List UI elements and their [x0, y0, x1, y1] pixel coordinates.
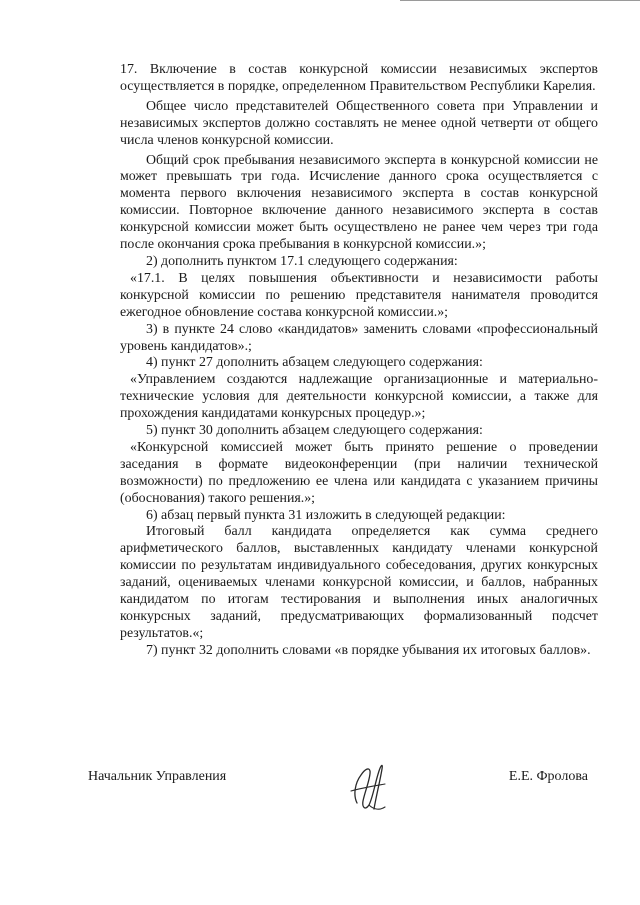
signatory-name: Е.Е. Фролова: [508, 769, 588, 784]
paragraph-management-conditions: «Управлением создаются надлежащие организационные и материально-технические условия для деятельности конкурсной комиссии, а также для прохождения кандидатами конкурсных процедур.»;: [120, 372, 598, 422]
signature-block: [88, 757, 600, 817]
paragraph-expert-term: Общий срок пребывания независимого эксперта в конкурсной комиссии не может превышать три года. Исчисление данного срока осуществляется с момента первого включения независимого эксперта в состав конкурсной комиссии. Повторное включение данного независимого эксперта в состав конкурсной комиссии может быть осуществлено не ранее чем через три года после окончания срока пребывания в конкурсной комиссии.»;: [120, 152, 598, 253]
paragraph-item-6: 6) абзац первый пункта 31 изложить в следующей редакции:: [146, 507, 506, 523]
paragraph-17: 17. Включение в состав конкурсной комиссии независимых экспертов осуществляется в порядке, определенном Правительством Республики Карелия.: [120, 62, 598, 94]
paragraph-public-council: Общее число представителей Общественного совета при Управлении и независимых экспертов должно составлять не менее одной четверти от общего числа членов конкурсной комиссии.: [120, 98, 598, 148]
top-edge-line: [400, 0, 640, 1]
paragraph-item-4: 4) пункт 27 дополнить абзацем следующего содержания:: [146, 355, 483, 371]
document-body: [120, 62, 598, 660]
signatory-title: Начальник Управления: [88, 769, 227, 784]
paragraph-item-3: 3) в пункте 24 слово «кандидатов» заменить словами «профессиональный уровень кандидатов».;: [120, 321, 598, 354]
paragraph-final-score: Итоговый балл кандидата определяется как сумма среднего арифметического баллов, выставленных кандидату членами конкурсной комиссии по результатам индивидуального собеседования, других конкурсных заданий, оцениваемых членами конкурсной комиссии, и баллов, набранных кандидатом по итогам тестирования и выполнения иных аналогичных конкурсных заданий, предусматривающих формализованный подсчет результатов.«;: [120, 524, 598, 641]
paragraph-item-7: 7) пункт 32 дополнить словами «в порядке убывания их итоговых баллов».: [146, 642, 591, 658]
paragraph-item-5: 5) пункт 30 дополнить абзацем следующего содержания:: [146, 423, 483, 439]
paragraph-videoconference: «Конкурсной комиссией может быть принято решение о проведении заседания в формате видеоконференции (при наличии технической возможности) по предложению ее члена или кандидата с указанием причины (обоснования) такого решения.»;: [120, 439, 598, 506]
handwritten-signature: [343, 757, 391, 817]
paragraph-item-2: 2) дополнить пунктом 17.1 следующего содержания:: [146, 253, 458, 269]
paragraph-17-1: «17.1. В целях повышения объективности и независимости работы конкурсной комиссии по решению представителя нанимателя проводится ежегодное обновление состава конкурсной комиссии.»;: [120, 270, 598, 320]
